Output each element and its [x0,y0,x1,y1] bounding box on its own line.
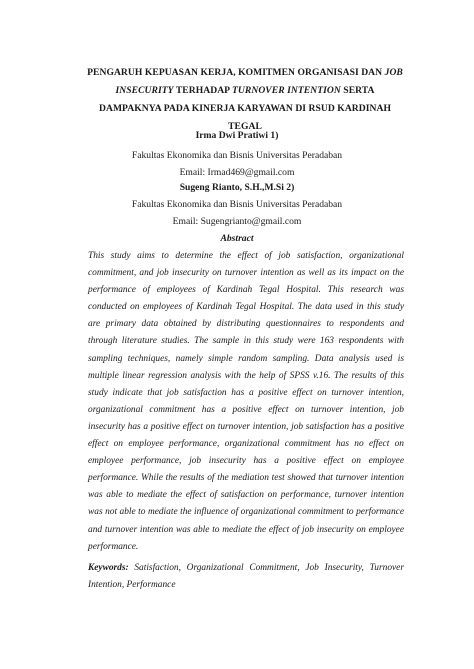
abstract-body: This study aims to determine the effect of job satisfaction, organizational commitment, and job insecurity on turnover intention as well as its impact on the performance of employees of Kardinah Tegal Hospital. This research was conducted on employees of Kardinah Tegal Hospital. The data used in this study are primary data obtained by distributing questionnaires to respondents and through literature studies. The sample in this study were 163 respondents with sampling techniques, namely simple random sampling. Data analysis used is multiple linear regression analysis with the help of SPSS v.16. The results of this study indicate that job satisfaction has a positive effect on turnover intention, organizational commitment has a positive effect on turnover intention, job insecurity has a positive effect on turnover intention, job satisfaction has a positive effect on employee performance, organizational commitment has no effect on employee performance, job insecurity has a positive effect on employee performance. While the results of the mediation test showed that turnover intention was able to mediate the effect of satisfaction on performance, turnover intention was not able to mediate the influence of organizational commitment to performance and turnover intention was able to mediate the effect of job insecurity on employee performance. [88,251,404,552]
title-part-2: JOB INSECURITY [115,67,403,96]
abstract-heading: Abstract [220,233,254,244]
keywords [88,560,404,594]
keywords-text: Satisfaction, Organizational Commitment, Job Insecurity, Turnover Intention, Performance [88,563,404,590]
author-1-name: Irma Dwi Pratiwi 1) [195,130,279,141]
author-1-affiliation: Fakultas Ekonomika dan Bisnis Universitas Peradaban [131,150,343,161]
title-part-4: TURNOVER INTENTION [232,85,341,96]
title-part-5: SERTA DAMPAKNYA PADA KINERJA KARYAWAN DI RSUD KARDINAH TEGAL [98,85,392,132]
title-part-3: TERHADAP [173,85,233,96]
author-1-email: Email: Irmad469@gmail.com [179,167,295,178]
keywords-label: Keywords: [88,563,129,573]
paper-title [84,64,406,136]
author-2-name: Sugeng Rianto, S.H.,M.Si 2) [179,182,295,193]
title-part-1: PENGARUH KEPUASAN KERJA, KOMITMEN ORGANISASI DAN [87,67,385,78]
author-2-affiliation: Fakultas Ekonomika dan Bisnis Universitas Peradaban [131,199,343,210]
author-2-email: Email: Sugengrianto@gmail.com [172,216,302,227]
